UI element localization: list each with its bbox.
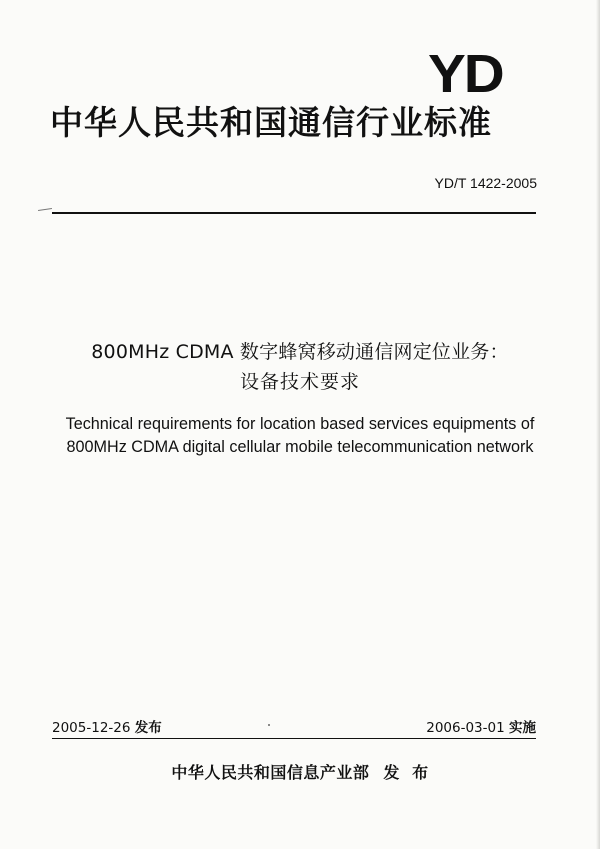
standard-number: YD/T 1422-2005 bbox=[434, 175, 537, 191]
scan-dot bbox=[268, 724, 270, 726]
en-title-line-2: 800MHz CDMA digital cellular mobile telecommunication network bbox=[66, 438, 534, 456]
bottom-rule bbox=[52, 738, 536, 739]
issue-date bbox=[52, 719, 162, 737]
implement-date-value: 2006-03-01 bbox=[426, 720, 505, 736]
scan-mark bbox=[38, 208, 52, 211]
top-rule bbox=[52, 212, 536, 214]
cn-title-line-2: 设备技术要求 bbox=[239, 371, 360, 393]
implement-date-label: 实施 bbox=[509, 720, 536, 736]
issue-date-label: 发布 bbox=[134, 720, 162, 736]
standard-title: 中华人民共和国通信行业标准 bbox=[50, 103, 492, 142]
publisher-label: 发 布 bbox=[383, 763, 429, 782]
publisher-name: 中华人民共和国信息产业部 bbox=[171, 763, 370, 782]
yd-logo: YD bbox=[428, 44, 503, 104]
cn-title-line-1: 800MHz CDMA 数字蜂窝移动通信网定位业务： bbox=[91, 341, 509, 363]
en-title-line-1: Technical requirements for location based services equipments of bbox=[65, 415, 535, 433]
issue-date-value: 2005-12-26 bbox=[52, 720, 131, 736]
implement-date bbox=[426, 719, 536, 737]
publisher bbox=[0, 762, 600, 784]
